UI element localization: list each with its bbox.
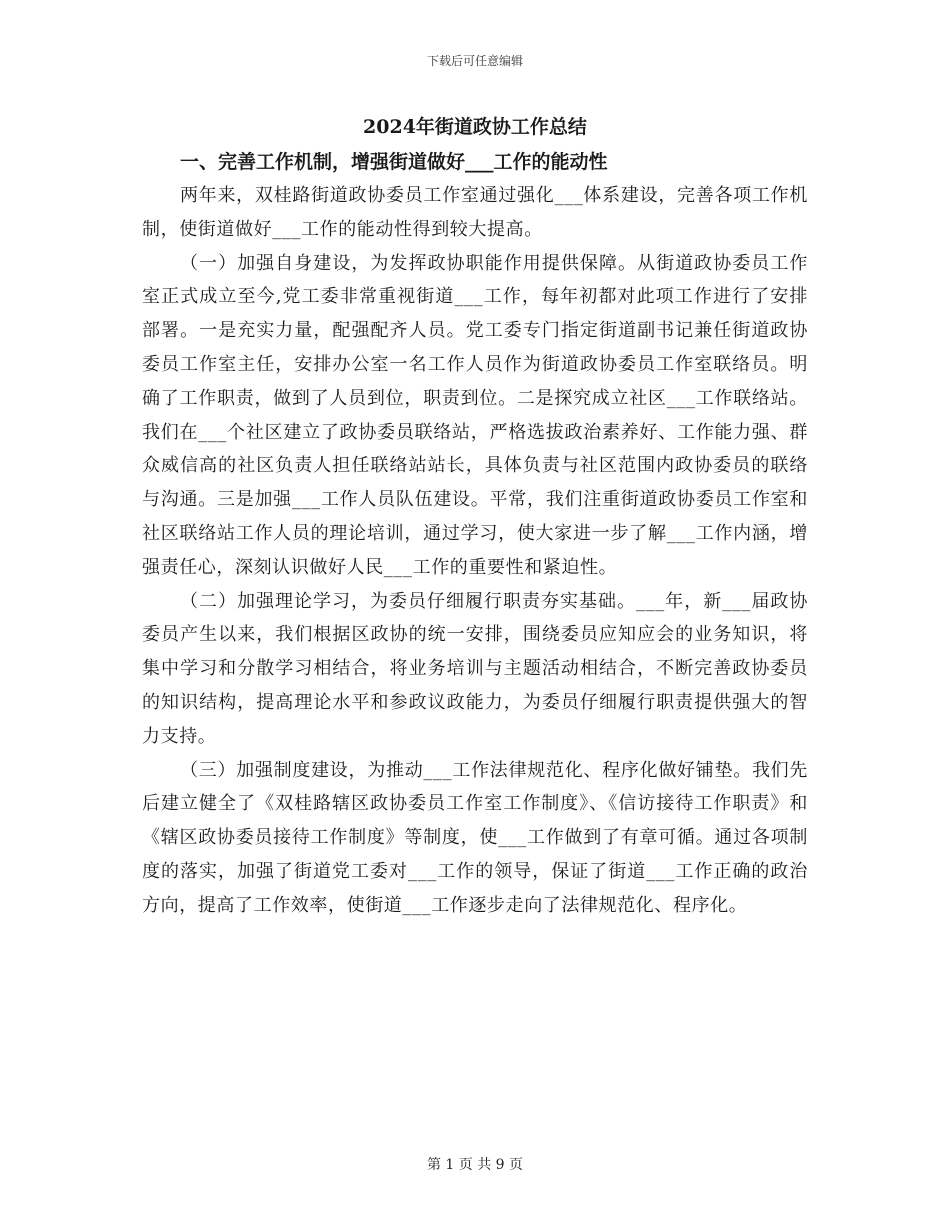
- paragraph-theory-study: （二）加强理论学习，为委员仔细履行职责夯实基础。___年，新___届政协委员产生以来，我们根据区政协的统一安排，围绕委员应知应会的业务知识，将集中学习和分散学习相结合，将业务培训与主题活动相结合，不断完善政协委员的知识结构，提高理论水平和参政议政能力，为委员仔细履行职责提供强大的智力支持。: [142, 590, 808, 747]
- paragraph-intro: 两年来，双桂路街道政协委员工作室通过强化___体系建设，完善各项工作机制，使街道做好___工作的能动性得到较大提高。: [142, 185, 808, 240]
- section-heading-1: 一、完善工作机制，增强街道做好___工作的能动性: [180, 151, 608, 173]
- document-body: [142, 108, 808, 923]
- paragraph-system-building: （三）加强制度建设，为推动___工作法律规范化、程序化做好铺垫。我们先后建立健全了《双桂路辖区政协委员工作室工作制度》、《信访接待工作职责》和《辖区政协委员接待工作制度》等制度，使___工作做到了有章可循。通过各项制度的落实，加强了街道党工委对___工作的领导，保证了街道___工作正确的政治方向，提高了工作效率，使街道___工作逐步走向了法律规范化、程序化。: [142, 759, 808, 916]
- document-title: 2024年街道政协工作总结: [363, 116, 587, 138]
- page-header-note: 下载后可任意编辑: [426, 54, 523, 68]
- paragraph-self-building: （一）加强自身建设，为发挥政协职能作用提供保障。从街道政协委员工作室正式成立至今,党工委非常重视街道___工作，每年初都对此项工作进行了安排部署。一是充实力量，配强配齐人员。党工委专门指定街道副书记兼任街道政协委员工作室主任，安排办公室一名工作人员作为街道政协委员工作室联络员。明确了工作职责，做到了人员到位，职责到位。二是探究成立社区___工作联络站。我们在___个社区建立了政协委员联络站，严格选拔政治素养好、工作能力强、群众威信高的社区负责人担任联络站站长，具体负责与社区范围内政协委员的联络与沟通。三是加强___工作人员队伍建设。平常，我们注重街道政协委员工作室和社区联络站工作人员的理论培训，通过学习，使大家进一步了解___工作内涵，增强责任心，深刻认识做好人民___工作的重要性和紧迫性。: [142, 252, 808, 578]
- page-number: 第 1 页 共 9 页: [426, 1157, 524, 1173]
